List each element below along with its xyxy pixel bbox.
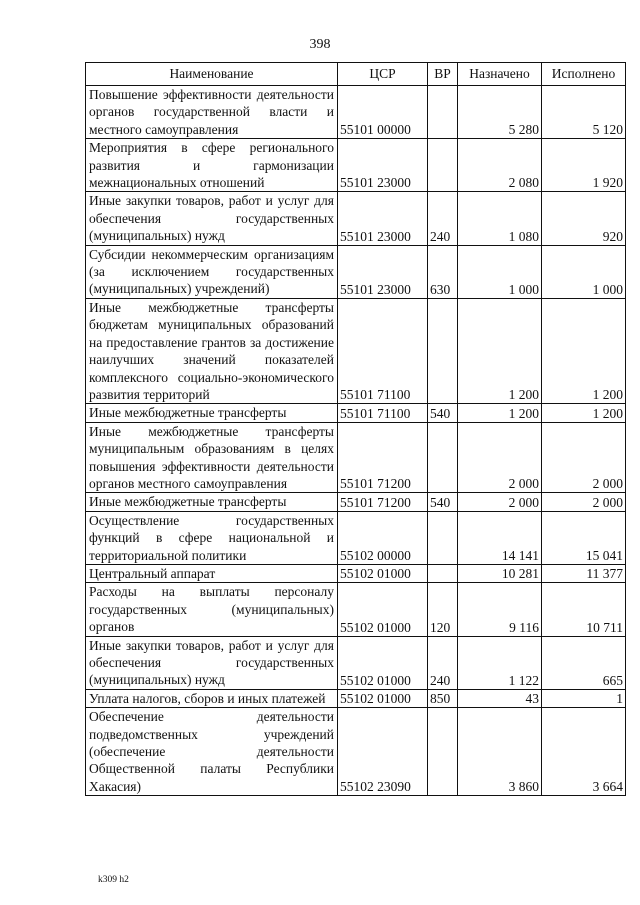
table-row	[86, 493, 626, 511]
page-number: 398	[309, 37, 331, 52]
column-header-executed: Исполнено	[542, 63, 626, 86]
row-vr-cell	[428, 511, 458, 564]
row-csr-cell: 55102 01000	[338, 689, 428, 707]
row-csr-cell: 55101 23000	[338, 139, 428, 192]
row-executed-cell: 1 200	[542, 298, 626, 403]
row-executed-cell: 665	[542, 636, 626, 689]
row-vr-cell: 240	[428, 636, 458, 689]
row-csr-cell: 55101 71200	[338, 493, 428, 511]
table-row	[86, 298, 626, 403]
row-name-cell: Обеспечение деятельности подведомственных учреждений (обеспечение деятельности Общественной палаты Республики Хакасия)	[86, 708, 338, 796]
row-csr-cell: 55101 23000	[338, 192, 428, 245]
column-header-name: Наименование	[86, 63, 338, 86]
row-vr-cell: 540	[428, 404, 458, 422]
row-vr-cell: 850	[428, 689, 458, 707]
table-row	[86, 689, 626, 707]
row-assigned-cell: 14 141	[458, 511, 542, 564]
budget-table	[85, 62, 626, 796]
table-row	[86, 422, 626, 493]
row-executed-cell: 1 920	[542, 139, 626, 192]
table-row	[86, 583, 626, 636]
row-executed-cell: 15 041	[542, 511, 626, 564]
row-name-cell: Иные закупки товаров, работ и услуг для обеспечения государственных (муниципальных) нужд	[86, 636, 338, 689]
row-vr-cell	[428, 298, 458, 403]
row-name-cell: Мероприятия в сфере регионального развития и гармонизации межнациональных отношений	[86, 139, 338, 192]
table-body	[86, 86, 626, 796]
row-assigned-cell: 1 080	[458, 192, 542, 245]
row-name-cell: Субсидии некоммерческим организациям (за исключением государственных (муниципальных) учреждений)	[86, 245, 338, 298]
row-executed-cell: 920	[542, 192, 626, 245]
row-name-cell: Повышение эффективности деятельности органов государственной власти и местного самоуправления	[86, 86, 338, 139]
row-name-cell: Осуществление государственных функций в сфере национальной и территориальной политики	[86, 511, 338, 564]
row-assigned-cell: 1 200	[458, 298, 542, 403]
row-vr-cell	[428, 422, 458, 493]
table-row	[86, 86, 626, 139]
row-assigned-cell: 3 860	[458, 708, 542, 796]
row-vr-cell: 120	[428, 583, 458, 636]
row-assigned-cell: 2 080	[458, 139, 542, 192]
table-row	[86, 404, 626, 422]
row-vr-cell	[428, 86, 458, 139]
row-csr-cell: 55102 23090	[338, 708, 428, 796]
table-row	[86, 511, 626, 564]
row-name-cell: Иные межбюджетные трансферты	[86, 493, 338, 511]
column-header-assigned: Назначено	[458, 63, 542, 86]
row-executed-cell: 3 664	[542, 708, 626, 796]
row-executed-cell: 1 200	[542, 404, 626, 422]
column-header-csr: ЦСР	[338, 63, 428, 86]
row-assigned-cell: 2 000	[458, 422, 542, 493]
row-assigned-cell: 10 281	[458, 564, 542, 582]
row-csr-cell: 55102 00000	[338, 511, 428, 564]
row-name-cell: Иные межбюджетные трансферты	[86, 404, 338, 422]
row-name-cell: Центральный аппарат	[86, 564, 338, 582]
column-header-vr: ВР	[428, 63, 458, 86]
row-csr-cell: 55101 00000	[338, 86, 428, 139]
row-csr-cell: 55102 01000	[338, 564, 428, 582]
row-vr-cell: 540	[428, 493, 458, 511]
row-csr-cell: 55101 23000	[338, 245, 428, 298]
row-name-cell: Иные межбюджетные трансферты муниципальным образованиям в целях повышения эффективности деятельности органов местного самоуправления	[86, 422, 338, 493]
row-name-cell: Уплата налогов, сборов и иных платежей	[86, 689, 338, 707]
row-executed-cell: 1	[542, 689, 626, 707]
row-executed-cell: 2 000	[542, 493, 626, 511]
row-name-cell: Иные межбюджетные трансферты бюджетам муниципальных образований на предоставление грантов за достижение наилучших значений показателей комплексного социально-экономического развития территорий	[86, 298, 338, 403]
table-row	[86, 564, 626, 582]
row-executed-cell: 5 120	[542, 86, 626, 139]
row-name-cell: Расходы на выплаты персоналу государственных (муниципальных) органов	[86, 583, 338, 636]
row-vr-cell: 240	[428, 192, 458, 245]
row-assigned-cell: 2 000	[458, 493, 542, 511]
row-vr-cell	[428, 708, 458, 796]
table-header-row	[86, 63, 626, 86]
row-assigned-cell: 1 122	[458, 636, 542, 689]
row-assigned-cell: 1 200	[458, 404, 542, 422]
table-row	[86, 708, 626, 796]
row-executed-cell: 11 377	[542, 564, 626, 582]
row-csr-cell: 55102 01000	[338, 583, 428, 636]
row-executed-cell: 2 000	[542, 422, 626, 493]
row-executed-cell: 10 711	[542, 583, 626, 636]
row-vr-cell: 630	[428, 245, 458, 298]
row-csr-cell: 55101 71200	[338, 422, 428, 493]
row-assigned-cell: 43	[458, 689, 542, 707]
row-csr-cell: 55102 01000	[338, 636, 428, 689]
row-vr-cell	[428, 139, 458, 192]
row-assigned-cell: 1 000	[458, 245, 542, 298]
table-row	[86, 192, 626, 245]
row-csr-cell: 55101 71100	[338, 404, 428, 422]
row-assigned-cell: 9 116	[458, 583, 542, 636]
row-executed-cell: 1 000	[542, 245, 626, 298]
row-vr-cell	[428, 564, 458, 582]
table-row	[86, 139, 626, 192]
footer-code: k309 h2	[98, 875, 129, 885]
row-csr-cell: 55101 71100	[338, 298, 428, 403]
table-row	[86, 636, 626, 689]
row-assigned-cell: 5 280	[458, 86, 542, 139]
row-name-cell: Иные закупки товаров, работ и услуг для обеспечения государственных (муниципальных) нужд	[86, 192, 338, 245]
table-row	[86, 245, 626, 298]
